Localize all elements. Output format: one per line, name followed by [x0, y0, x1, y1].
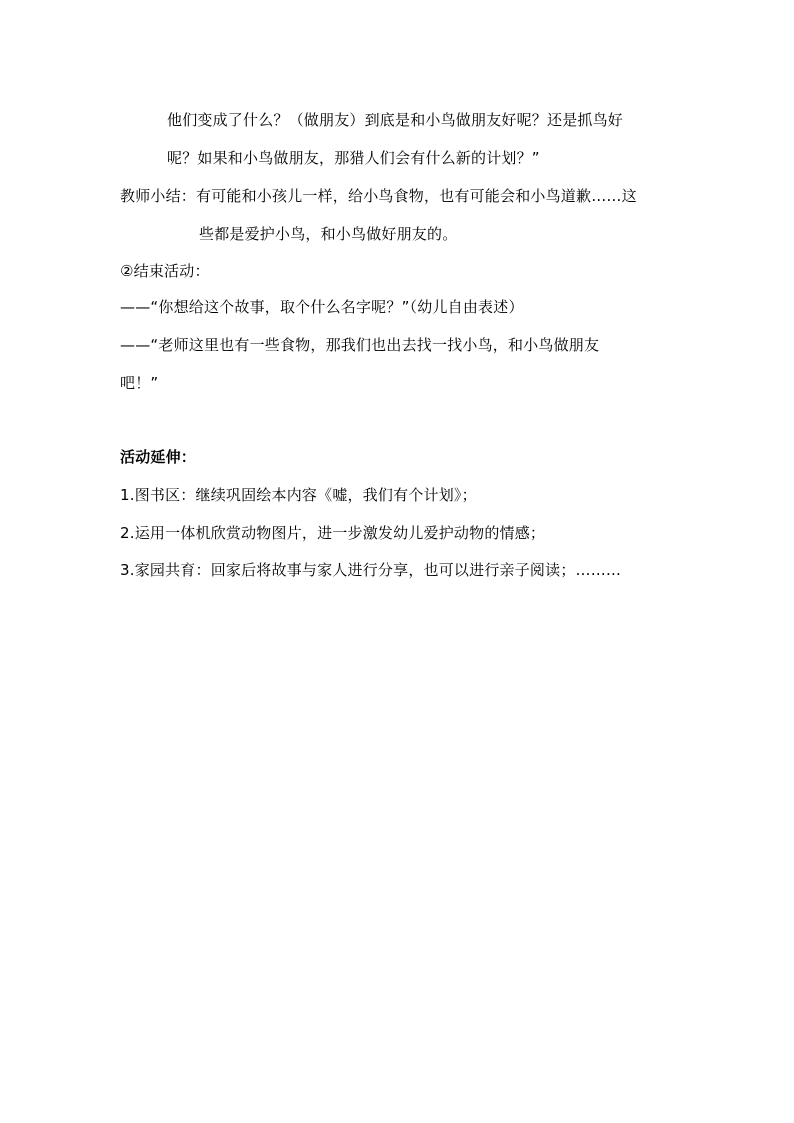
question-go-find-birds-line-2: 吧！” — [120, 374, 159, 392]
teacher-summary-line-2: 些都是爱护小鸟，和小鸟做好朋友的。 — [199, 225, 458, 243]
extension-item-home-school: 3.家园共育：回家后将故事与家人进行分享，也可以进行亲子阅读；……… — [120, 561, 622, 579]
teacher-summary-line-1: 教师小结：有可能和小孩儿一样，给小鸟食物，也有可能会和小鸟道歉……这 — [120, 187, 637, 205]
end-activity-heading: ②结束活动： — [120, 262, 210, 280]
extension-item-library: 1.图书区：继续巩固绘本内容《嘘，我们有个计划》； — [120, 486, 477, 504]
paragraph-question-line-1: 他们变成了什么？（做朋友）到底是和小鸟做朋友好呢？还是抓鸟好 — [167, 111, 624, 129]
paragraph-question-line-2: 呢？如果和小鸟做朋友，那猎人们会有什么新的计划？” — [167, 149, 540, 167]
question-naming-story: ——“你想给这个故事，取个什么名字呢？”（幼儿自由表述） — [120, 298, 524, 316]
activity-extension-heading: 活动延伸： — [120, 448, 197, 466]
extension-item-animal-pictures: 2.运用一体机欣赏动物图片，进一步激发幼儿爱护动物的情感； — [120, 524, 546, 542]
question-go-find-birds-line-1: ——“老师这里也有一些食物，那我们也出去找一找小鸟，和小鸟做朋友 — [120, 336, 600, 354]
